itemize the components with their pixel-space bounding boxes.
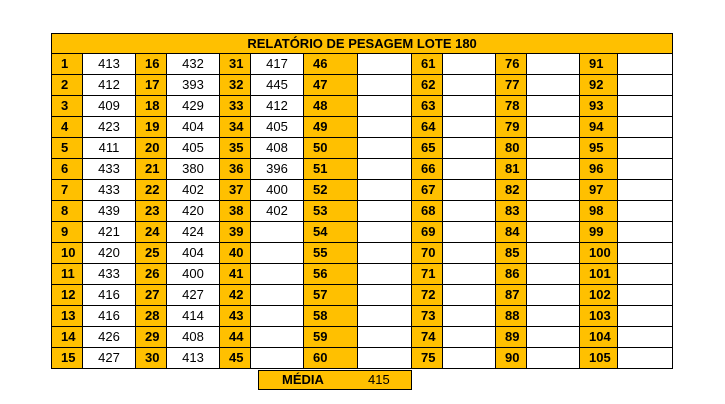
weight-value-cell[interactable]: 421 xyxy=(83,222,136,243)
lot-number-cell: 81 xyxy=(496,159,527,180)
table-row xyxy=(52,348,673,369)
lot-number-cell: 48 xyxy=(304,96,358,117)
lot-number-cell: 13 xyxy=(52,306,83,327)
lot-number-cell: 5 xyxy=(52,138,83,159)
weight-value-cell[interactable]: 423 xyxy=(83,117,136,138)
lot-number-cell: 47 xyxy=(304,75,358,96)
lot-number-cell: 11 xyxy=(52,264,83,285)
weight-value-cell[interactable] xyxy=(618,54,673,75)
weight-value-cell[interactable] xyxy=(618,306,673,327)
weight-value-cell[interactable] xyxy=(358,75,412,96)
weight-value-cell[interactable] xyxy=(251,243,304,264)
weight-value-cell[interactable] xyxy=(527,348,580,369)
weight-value-cell[interactable] xyxy=(358,348,412,369)
weighing-report-table xyxy=(51,33,673,369)
lot-number-cell: 77 xyxy=(496,75,527,96)
table-row xyxy=(52,222,673,243)
weight-value-cell[interactable]: 429 xyxy=(167,96,220,117)
weight-value-cell[interactable] xyxy=(358,222,412,243)
weight-value-cell[interactable] xyxy=(527,159,580,180)
lot-number-cell: 84 xyxy=(496,222,527,243)
weight-value-cell[interactable] xyxy=(358,159,412,180)
table-row xyxy=(52,54,673,75)
weight-value-cell[interactable]: 417 xyxy=(251,54,304,75)
table-row xyxy=(52,285,673,306)
lot-number-cell: 26 xyxy=(136,264,167,285)
table-row xyxy=(52,201,673,222)
lot-number-cell: 82 xyxy=(496,180,527,201)
weight-value-cell[interactable] xyxy=(358,201,412,222)
weight-value-cell[interactable] xyxy=(527,222,580,243)
weight-value-cell[interactable]: 445 xyxy=(251,75,304,96)
lot-number-cell: 79 xyxy=(496,117,527,138)
lot-number-cell: 2 xyxy=(52,75,83,96)
weight-value-cell[interactable]: 432 xyxy=(167,54,220,75)
weight-value-cell[interactable] xyxy=(527,306,580,327)
lot-number-cell: 66 xyxy=(412,159,443,180)
table-row xyxy=(52,306,673,327)
weight-value-cell[interactable]: 404 xyxy=(167,117,220,138)
lot-number-cell: 104 xyxy=(580,327,618,348)
lot-number-cell: 39 xyxy=(220,222,251,243)
lot-number-cell: 91 xyxy=(580,54,618,75)
weight-value-cell[interactable]: 380 xyxy=(167,159,220,180)
lot-number-cell: 9 xyxy=(52,222,83,243)
lot-number-cell: 85 xyxy=(496,243,527,264)
lot-number-cell: 52 xyxy=(304,180,358,201)
weight-value-cell[interactable] xyxy=(251,264,304,285)
lot-number-cell: 6 xyxy=(52,159,83,180)
weight-value-cell[interactable] xyxy=(251,327,304,348)
weight-value-cell[interactable] xyxy=(527,75,580,96)
weight-value-cell[interactable] xyxy=(527,54,580,75)
weight-value-cell[interactable]: 420 xyxy=(167,201,220,222)
weight-value-cell[interactable] xyxy=(443,327,496,348)
lot-number-cell: 72 xyxy=(412,285,443,306)
lot-number-cell: 86 xyxy=(496,264,527,285)
lot-number-cell: 1 xyxy=(52,54,83,75)
weight-value-cell[interactable] xyxy=(251,348,304,369)
weight-value-cell[interactable] xyxy=(358,306,412,327)
lot-number-cell: 65 xyxy=(412,138,443,159)
lot-number-cell: 3 xyxy=(52,96,83,117)
table-row xyxy=(52,96,673,117)
weight-value-cell[interactable]: 426 xyxy=(83,327,136,348)
weight-value-cell[interactable] xyxy=(618,222,673,243)
weight-value-cell[interactable]: 405 xyxy=(167,138,220,159)
lot-number-cell: 23 xyxy=(136,201,167,222)
lot-number-cell: 14 xyxy=(52,327,83,348)
lot-number-cell: 97 xyxy=(580,180,618,201)
weight-value-cell[interactable] xyxy=(358,117,412,138)
weight-value-cell[interactable]: 413 xyxy=(167,348,220,369)
weight-value-cell[interactable]: 408 xyxy=(251,138,304,159)
average-value: 415 xyxy=(368,372,390,387)
weight-value-cell[interactable] xyxy=(527,285,580,306)
lot-number-cell: 57 xyxy=(304,285,358,306)
weight-value-cell[interactable]: 433 xyxy=(83,264,136,285)
table-row xyxy=(52,327,673,348)
weight-value-cell[interactable] xyxy=(443,306,496,327)
table-row xyxy=(52,75,673,96)
lot-number-cell: 64 xyxy=(412,117,443,138)
table-row xyxy=(52,117,673,138)
lot-number-cell: 8 xyxy=(52,201,83,222)
weight-value-cell[interactable] xyxy=(527,327,580,348)
weight-value-cell[interactable]: 424 xyxy=(167,222,220,243)
lot-number-cell: 18 xyxy=(136,96,167,117)
table-row xyxy=(52,243,673,264)
lot-number-cell: 70 xyxy=(412,243,443,264)
weight-value-cell[interactable] xyxy=(618,159,673,180)
lot-number-cell: 103 xyxy=(580,306,618,327)
weight-value-cell[interactable] xyxy=(527,243,580,264)
lot-number-cell: 40 xyxy=(220,243,251,264)
lot-number-cell: 58 xyxy=(304,306,358,327)
weight-value-cell[interactable]: 402 xyxy=(167,180,220,201)
weight-value-cell[interactable]: 427 xyxy=(83,348,136,369)
lot-number-cell: 42 xyxy=(220,285,251,306)
weight-value-cell[interactable] xyxy=(358,327,412,348)
lot-number-cell: 69 xyxy=(412,222,443,243)
lot-number-cell: 90 xyxy=(496,348,527,369)
weight-value-cell[interactable] xyxy=(618,348,673,369)
average-box xyxy=(258,370,412,390)
lot-number-cell: 51 xyxy=(304,159,358,180)
weight-value-cell[interactable] xyxy=(443,264,496,285)
weight-value-cell[interactable]: 439 xyxy=(83,201,136,222)
lot-number-cell: 46 xyxy=(304,54,358,75)
title-row xyxy=(52,34,673,54)
weight-value-cell[interactable]: 416 xyxy=(83,285,136,306)
lot-number-cell: 73 xyxy=(412,306,443,327)
lot-number-cell: 61 xyxy=(412,54,443,75)
lot-number-cell: 76 xyxy=(496,54,527,75)
lot-number-cell: 45 xyxy=(220,348,251,369)
lot-number-cell: 25 xyxy=(136,243,167,264)
weight-value-cell[interactable]: 433 xyxy=(83,159,136,180)
weight-value-cell[interactable] xyxy=(618,201,673,222)
lot-number-cell: 93 xyxy=(580,96,618,117)
lot-number-cell: 54 xyxy=(304,222,358,243)
lot-number-cell: 4 xyxy=(52,117,83,138)
lot-number-cell: 56 xyxy=(304,264,358,285)
weight-value-cell[interactable] xyxy=(358,96,412,117)
weight-value-cell[interactable] xyxy=(358,180,412,201)
lot-number-cell: 63 xyxy=(412,96,443,117)
weight-value-cell[interactable] xyxy=(527,180,580,201)
lot-number-cell: 102 xyxy=(580,285,618,306)
lot-number-cell: 21 xyxy=(136,159,167,180)
lot-number-cell: 89 xyxy=(496,327,527,348)
weight-value-cell[interactable] xyxy=(358,285,412,306)
weight-value-cell[interactable]: 405 xyxy=(251,117,304,138)
weight-value-cell[interactable]: 412 xyxy=(251,96,304,117)
lot-number-cell: 95 xyxy=(580,138,618,159)
weight-value-cell[interactable]: 412 xyxy=(83,75,136,96)
table-row xyxy=(52,180,673,201)
weight-value-cell[interactable] xyxy=(251,222,304,243)
lot-number-cell: 78 xyxy=(496,96,527,117)
weight-value-cell[interactable] xyxy=(618,138,673,159)
lot-number-cell: 96 xyxy=(580,159,618,180)
weight-value-cell[interactable] xyxy=(251,285,304,306)
lot-number-cell: 55 xyxy=(304,243,358,264)
lot-number-cell: 27 xyxy=(136,285,167,306)
weight-value-cell[interactable] xyxy=(443,348,496,369)
weight-value-cell[interactable] xyxy=(443,222,496,243)
lot-number-cell: 38 xyxy=(220,201,251,222)
lot-number-cell: 100 xyxy=(580,243,618,264)
lot-number-cell: 28 xyxy=(136,306,167,327)
lot-number-cell: 31 xyxy=(220,54,251,75)
weight-value-cell[interactable]: 402 xyxy=(251,201,304,222)
lot-number-cell: 49 xyxy=(304,117,358,138)
weight-value-cell[interactable]: 413 xyxy=(83,54,136,75)
lot-number-cell: 83 xyxy=(496,201,527,222)
lot-number-cell: 92 xyxy=(580,75,618,96)
lot-number-cell: 34 xyxy=(220,117,251,138)
lot-number-cell: 105 xyxy=(580,348,618,369)
report-title: RELATÓRIO DE PESAGEM LOTE 180 xyxy=(52,34,673,54)
lot-number-cell: 30 xyxy=(136,348,167,369)
weight-value-cell[interactable] xyxy=(443,138,496,159)
weight-value-cell[interactable] xyxy=(618,180,673,201)
lot-number-cell: 16 xyxy=(136,54,167,75)
lot-number-cell: 37 xyxy=(220,180,251,201)
lot-number-cell: 80 xyxy=(496,138,527,159)
weight-value-cell[interactable] xyxy=(443,180,496,201)
weight-value-cell[interactable] xyxy=(527,138,580,159)
lot-number-cell: 88 xyxy=(496,306,527,327)
weight-value-cell[interactable] xyxy=(443,159,496,180)
weight-value-cell[interactable]: 400 xyxy=(167,264,220,285)
lot-number-cell: 7 xyxy=(52,180,83,201)
weight-value-cell[interactable] xyxy=(618,117,673,138)
lot-number-cell: 33 xyxy=(220,96,251,117)
weight-value-cell[interactable]: 404 xyxy=(167,243,220,264)
weight-value-cell[interactable] xyxy=(443,54,496,75)
lot-number-cell: 98 xyxy=(580,201,618,222)
lot-number-cell: 12 xyxy=(52,285,83,306)
weight-value-cell[interactable] xyxy=(443,96,496,117)
lot-number-cell: 87 xyxy=(496,285,527,306)
lot-number-cell: 67 xyxy=(412,180,443,201)
lot-number-cell: 15 xyxy=(52,348,83,369)
weight-value-cell[interactable] xyxy=(527,96,580,117)
weight-value-cell[interactable]: 420 xyxy=(83,243,136,264)
lot-number-cell: 94 xyxy=(580,117,618,138)
lot-number-cell: 60 xyxy=(304,348,358,369)
lot-number-cell: 20 xyxy=(136,138,167,159)
weight-value-cell[interactable]: 411 xyxy=(83,138,136,159)
weight-value-cell[interactable]: 393 xyxy=(167,75,220,96)
weight-value-cell[interactable]: 427 xyxy=(167,285,220,306)
weight-value-cell[interactable]: 416 xyxy=(83,306,136,327)
weight-value-cell[interactable] xyxy=(443,201,496,222)
weight-value-cell[interactable] xyxy=(618,327,673,348)
weight-value-cell[interactable] xyxy=(527,264,580,285)
lot-number-cell: 41 xyxy=(220,264,251,285)
lot-number-cell: 24 xyxy=(136,222,167,243)
weight-value-cell[interactable] xyxy=(618,285,673,306)
lot-number-cell: 22 xyxy=(136,180,167,201)
table-row xyxy=(52,138,673,159)
weight-value-cell[interactable] xyxy=(527,201,580,222)
lot-number-cell: 101 xyxy=(580,264,618,285)
weight-value-cell[interactable] xyxy=(358,243,412,264)
average-label: MÉDIA xyxy=(282,372,324,387)
lot-number-cell: 43 xyxy=(220,306,251,327)
table-row xyxy=(52,264,673,285)
lot-number-cell: 10 xyxy=(52,243,83,264)
lot-number-cell: 19 xyxy=(136,117,167,138)
lot-number-cell: 35 xyxy=(220,138,251,159)
weight-value-cell[interactable] xyxy=(443,75,496,96)
weight-value-cell[interactable] xyxy=(443,117,496,138)
weight-value-cell[interactable] xyxy=(358,54,412,75)
weight-value-cell[interactable]: 414 xyxy=(167,306,220,327)
weight-value-cell[interactable]: 400 xyxy=(251,180,304,201)
weight-value-cell[interactable]: 396 xyxy=(251,159,304,180)
lot-number-cell: 99 xyxy=(580,222,618,243)
weight-value-cell[interactable] xyxy=(251,306,304,327)
lot-number-cell: 32 xyxy=(220,75,251,96)
lot-number-cell: 50 xyxy=(304,138,358,159)
lot-number-cell: 59 xyxy=(304,327,358,348)
weight-value-cell[interactable] xyxy=(527,117,580,138)
weight-value-cell[interactable] xyxy=(443,243,496,264)
weight-value-cell[interactable] xyxy=(358,264,412,285)
lot-number-cell: 44 xyxy=(220,327,251,348)
table-row xyxy=(52,159,673,180)
lot-number-cell: 17 xyxy=(136,75,167,96)
weight-value-cell[interactable] xyxy=(443,285,496,306)
lot-number-cell: 71 xyxy=(412,264,443,285)
lot-number-cell: 53 xyxy=(304,201,358,222)
weight-value-cell[interactable] xyxy=(358,138,412,159)
weight-value-cell[interactable]: 408 xyxy=(167,327,220,348)
weight-value-cell[interactable] xyxy=(618,264,673,285)
lot-number-cell: 74 xyxy=(412,327,443,348)
lot-number-cell: 75 xyxy=(412,348,443,369)
weight-value-cell[interactable] xyxy=(618,96,673,117)
lot-number-cell: 62 xyxy=(412,75,443,96)
weight-value-cell[interactable]: 433 xyxy=(83,180,136,201)
lot-number-cell: 29 xyxy=(136,327,167,348)
lot-number-cell: 36 xyxy=(220,159,251,180)
weight-value-cell[interactable] xyxy=(618,243,673,264)
weight-value-cell[interactable]: 409 xyxy=(83,96,136,117)
lot-number-cell: 68 xyxy=(412,201,443,222)
weight-value-cell[interactable] xyxy=(618,75,673,96)
